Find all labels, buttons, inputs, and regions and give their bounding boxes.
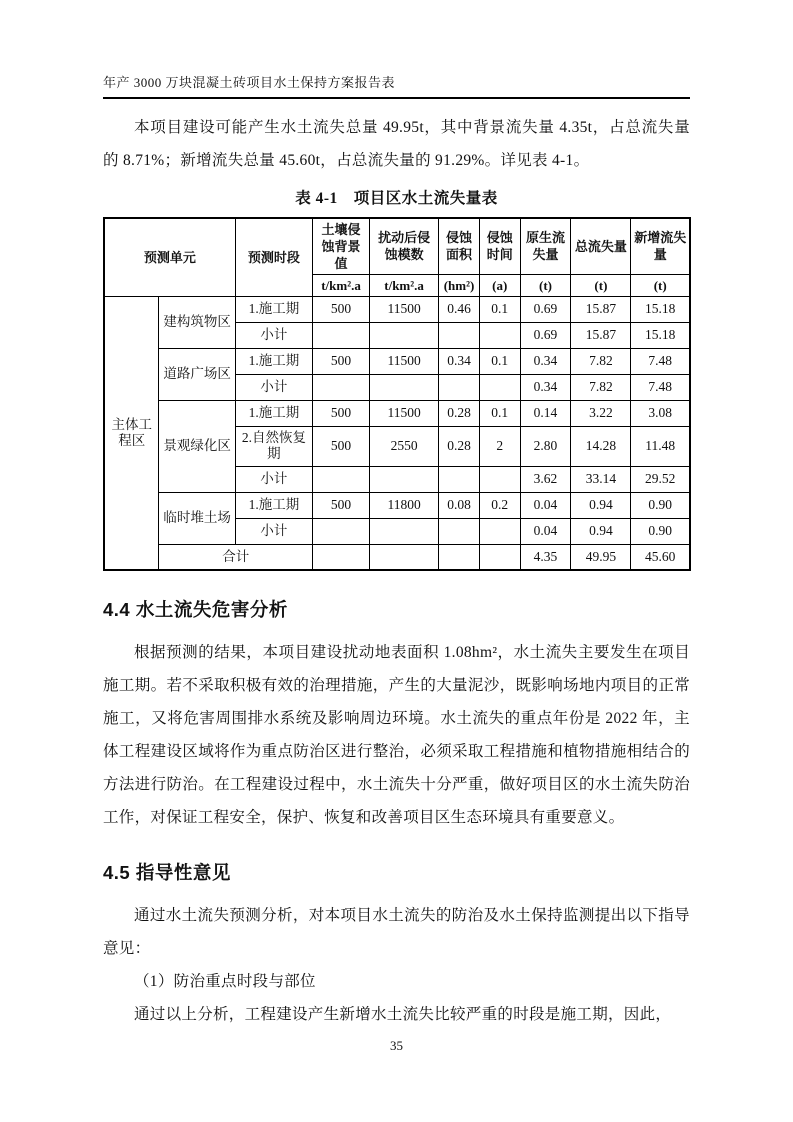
cell-value <box>313 518 370 544</box>
cell-value: 500 <box>313 492 370 518</box>
header-col-unit: (t) <box>631 274 690 296</box>
cell-value: 0.28 <box>439 400 480 426</box>
cell-value: 0.28 <box>439 426 480 466</box>
cell-period: 1.施工期 <box>235 348 312 374</box>
guidance-item-1: （1）防治重点时段与部位 <box>134 973 316 990</box>
cell-value: 0.34 <box>520 348 571 374</box>
cell-value <box>313 466 370 492</box>
cell-value: 0.04 <box>520 518 571 544</box>
header-col-unit: t/km².a <box>370 274 439 296</box>
header-col-unit: (t) <box>520 274 571 296</box>
intro-paragraph: 本项目建设可能产生水土流失总量 49.95t，其中背景流失量 4.35t，占总流失量的 8.71%；新增流失总量 45.60t，占总流失量的 91.29%。详见表 4-1。 <box>103 119 690 169</box>
cell-value: 2 <box>479 426 520 466</box>
cell-value: 7.82 <box>571 348 631 374</box>
header-col-unit: (hm²) <box>439 274 480 296</box>
cell-area-name: 景观绿化区 <box>159 400 235 492</box>
cell-value: 0.1 <box>479 348 520 374</box>
section-45-paragraph-2: 通过以上分析，工程建设产生新增水土流失比较严重的时段是施工期，因此， <box>134 1006 672 1023</box>
cell-value: 500 <box>313 296 370 322</box>
cell-value <box>479 518 520 544</box>
cell-value: 11500 <box>370 296 439 322</box>
cell-value: 0.04 <box>520 492 571 518</box>
header-col-label: 侵蚀面积 <box>439 218 480 274</box>
cell-zone-group: 主体工程区 <box>104 296 159 570</box>
cell-value: 14.28 <box>571 426 631 466</box>
cell-value: 11500 <box>370 348 439 374</box>
cell-value: 15.87 <box>571 296 631 322</box>
header-col-label: 新增流失量 <box>631 218 690 274</box>
cell-value: 0.46 <box>439 296 480 322</box>
cell-area-name: 建构筑物区 <box>159 296 235 348</box>
cell-value: 45.60 <box>631 544 690 570</box>
cell-value <box>479 466 520 492</box>
cell-period: 2.自然恢复期 <box>235 426 312 466</box>
header-prediction-period: 预测时段 <box>235 218 312 296</box>
page-number: 35 <box>390 1038 403 1053</box>
cell-value: 15.18 <box>631 296 690 322</box>
cell-period: 小计 <box>235 466 312 492</box>
cell-value <box>479 544 520 570</box>
cell-value: 4.35 <box>520 544 571 570</box>
cell-value: 500 <box>313 348 370 374</box>
cell-value: 49.95 <box>571 544 631 570</box>
header-prediction-unit: 预测单元 <box>104 218 235 296</box>
running-header <box>103 0 690 99</box>
cell-value <box>479 374 520 400</box>
section-44-paragraph: 根据预测的结果，本项目建设扰动地表面积 1.08hm²，水土流失主要发生在项目施工期。若不采取积极有效的治理措施，产生的大量泥沙，既影响场地内项目的正常施工，又将危害周围排水系统及影响周边环境。水土流失的重点年份是 2022 年，主体工程建设区域将作为重点防治区进行整治，必须采取工程措施和植物措施相结合的方法进行防治。在工程建设过程中，水土流失十分严重，做好项目区的水土流失防治工作，对保证工程安全，保护、恢复和改善项目区生态环境具有重要意义。 <box>103 644 690 826</box>
cell-value <box>439 518 480 544</box>
cell-value: 500 <box>313 426 370 466</box>
cell-value: 7.48 <box>631 348 690 374</box>
header-col-unit: (a) <box>479 274 520 296</box>
cell-value: 7.82 <box>571 374 631 400</box>
cell-value <box>439 544 480 570</box>
cell-value: 0.2 <box>479 492 520 518</box>
section-45-paragraph-1: 通过水土流失预测分析，对本项目水土流失的防治及水土保持监测提出以下指导意见： <box>103 907 690 957</box>
cell-period: 小计 <box>235 374 312 400</box>
cell-value <box>313 374 370 400</box>
section-45-heading: 4.5 指导性意见 <box>103 862 231 883</box>
cell-value: 15.18 <box>631 322 690 348</box>
cell-area-name: 临时堆土场 <box>159 492 235 544</box>
cell-value: 3.62 <box>520 466 571 492</box>
header-col-label: 总流失量 <box>571 218 631 274</box>
cell-value: 0.1 <box>479 400 520 426</box>
cell-value <box>370 322 439 348</box>
cell-value: 500 <box>313 400 370 426</box>
cell-value: 0.94 <box>571 518 631 544</box>
table-caption: 表 4-1 项目区水土流失量表 <box>295 190 498 207</box>
cell-value: 11.48 <box>631 426 690 466</box>
cell-period: 小计 <box>235 322 312 348</box>
cell-value: 11500 <box>370 400 439 426</box>
section-44-heading: 4.4 水土流失危害分析 <box>103 599 288 620</box>
cell-value <box>370 544 439 570</box>
cell-value <box>439 374 480 400</box>
cell-value: 0.1 <box>479 296 520 322</box>
cell-value: 0.69 <box>520 296 571 322</box>
cell-period: 1.施工期 <box>235 400 312 426</box>
cell-value: 2.80 <box>520 426 571 466</box>
running-header-title: 年产 3000 万块混凝土砖项目水土保持方案报告表 <box>103 72 690 99</box>
cell-value: 11800 <box>370 492 439 518</box>
cell-value: 0.34 <box>520 374 571 400</box>
cell-value: 0.90 <box>631 492 690 518</box>
cell-value: 3.08 <box>631 400 690 426</box>
cell-value: 33.14 <box>571 466 631 492</box>
cell-value <box>313 322 370 348</box>
cell-value <box>370 374 439 400</box>
header-col-unit: (t) <box>571 274 631 296</box>
cell-period: 小计 <box>235 518 312 544</box>
cell-value: 0.34 <box>439 348 480 374</box>
cell-value <box>439 322 480 348</box>
header-col-label: 原生流失量 <box>520 218 571 274</box>
cell-value <box>370 466 439 492</box>
header-col-unit: t/km².a <box>313 274 370 296</box>
cell-period: 1.施工期 <box>235 296 312 322</box>
cell-value: 0.69 <box>520 322 571 348</box>
soil-loss-table <box>103 217 691 571</box>
cell-value: 29.52 <box>631 466 690 492</box>
cell-value <box>370 518 439 544</box>
cell-value: 0.94 <box>571 492 631 518</box>
cell-area-name: 道路广场区 <box>159 348 235 400</box>
cell-value: 15.87 <box>571 322 631 348</box>
cell-value <box>479 322 520 348</box>
cell-value <box>313 544 370 570</box>
header-col-label: 土壤侵蚀背景值 <box>313 218 370 274</box>
cell-value: 0.08 <box>439 492 480 518</box>
cell-value: 3.22 <box>571 400 631 426</box>
header-col-label: 扰动后侵蚀模数 <box>370 218 439 274</box>
cell-period: 1.施工期 <box>235 492 312 518</box>
cell-total-label: 合计 <box>159 544 313 570</box>
cell-value: 0.90 <box>631 518 690 544</box>
cell-value: 0.14 <box>520 400 571 426</box>
cell-value: 7.48 <box>631 374 690 400</box>
cell-value <box>439 466 480 492</box>
cell-value: 2550 <box>370 426 439 466</box>
header-col-label: 侵蚀时间 <box>479 218 520 274</box>
